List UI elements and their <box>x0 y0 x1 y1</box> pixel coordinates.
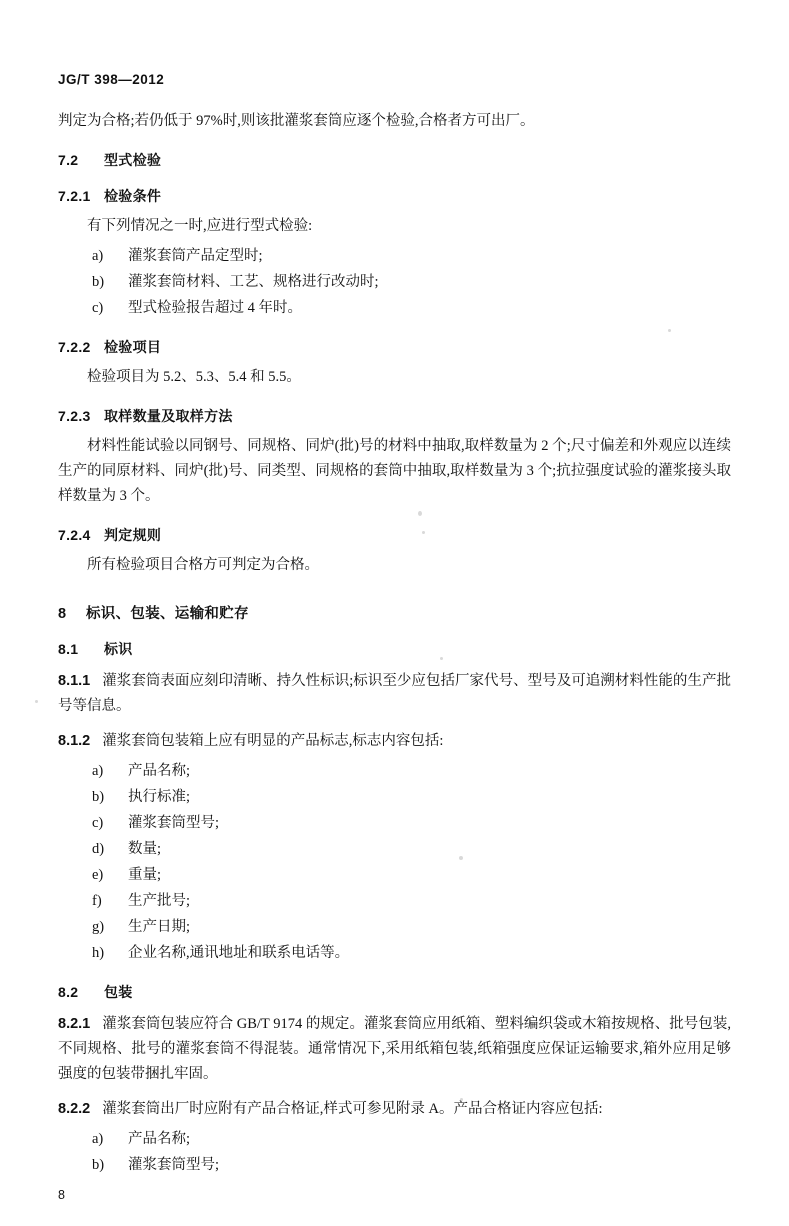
list-text: 重量; <box>128 867 162 884</box>
list-item <box>92 810 731 836</box>
para-text-8-2-2: 灌浆套筒出厂时应附有产品合格证,样式可参见附录 A。产品合格证内容应包括: <box>102 1101 603 1118</box>
scan-speck <box>668 329 671 332</box>
clause-heading-8-2 <box>58 982 731 1002</box>
scan-speck <box>440 657 443 660</box>
para-label-8-1-1: 8.1.1 <box>58 672 91 689</box>
clause-8-1-2-list <box>58 758 731 967</box>
list-marker: b) <box>92 1157 105 1174</box>
clause-heading-7-2-4 <box>58 525 731 545</box>
clause-title-7-2: 型式检验 <box>104 151 162 168</box>
list-marker: h) <box>92 945 105 962</box>
clause-title-7-2-3: 取样数量及取样方法 <box>104 408 233 425</box>
clause-number-7-2: 7.2 <box>58 151 79 168</box>
list-text: 生产批号; <box>128 893 191 910</box>
list-marker: g) <box>92 919 105 936</box>
list-text: 灌浆套筒型号; <box>128 814 220 831</box>
clause-number-7-2-1: 7.2.1 <box>58 187 91 204</box>
list-marker: a) <box>92 247 104 264</box>
list-item <box>92 862 731 888</box>
list-text: 型式检验报告超过 4 年时。 <box>128 300 302 317</box>
list-item <box>92 758 731 784</box>
para-8-1-2 <box>58 729 731 754</box>
list-item <box>92 1152 731 1178</box>
list-text: 灌浆套筒产品定型时; <box>128 247 263 264</box>
clause-number-7-2-3: 7.2.3 <box>58 408 91 425</box>
clause-title-7-2-1: 检验条件 <box>104 187 162 204</box>
para-text-8-2-1: 灌浆套筒包装应符合 GB/T 9174 的规定。灌浆套筒应用纸箱、塑料编织袋或木箱按规格、批号包装,不同规格、批号的灌浆套筒不得混装。通常情况下,采用纸箱包装,纸箱强度应保证运输要求,箱外应用足够强度的包装带捆扎牢固。 <box>58 1016 731 1083</box>
clause-7-2-4-lead: 所有检验项目合格方可判定为合格。 <box>87 556 319 573</box>
clause-heading-7-2-1 <box>58 186 731 206</box>
list-item <box>92 269 731 295</box>
scan-speck <box>418 511 422 516</box>
list-marker: b) <box>92 273 105 290</box>
scan-speck <box>459 856 463 860</box>
list-item <box>92 243 731 269</box>
clause-number-8-1: 8.1 <box>58 640 79 657</box>
clause-heading-7-2-3 <box>58 406 731 426</box>
para-label-8-2-2: 8.2.2 <box>58 1101 91 1118</box>
list-item <box>92 784 731 810</box>
clause-title-7-2-2: 检验项目 <box>104 339 162 356</box>
para-8-2-2 <box>58 1097 731 1122</box>
para-label-8-2-1: 8.2.1 <box>58 1016 91 1033</box>
clause-title-7-2-4: 判定规则 <box>104 526 162 543</box>
list-text: 灌浆套筒型号; <box>128 1157 220 1174</box>
para-label-8-1-2: 8.1.2 <box>58 732 91 749</box>
para-text-8-1-1: 灌浆套筒表面应刻印清晰、持久性标识;标识至少应包括厂家代号、型号及可追溯材料性能的生产批号等信息。 <box>58 672 731 714</box>
list-marker: c) <box>92 814 104 831</box>
para-8-1-1 <box>58 669 731 719</box>
list-text: 生产日期; <box>128 919 191 936</box>
list-marker: a) <box>92 762 104 779</box>
list-item <box>92 1126 731 1152</box>
para-8-2-1 <box>58 1012 731 1087</box>
list-text: 产品名称; <box>128 1131 191 1148</box>
scan-speck <box>460 1098 463 1101</box>
list-item <box>92 914 731 940</box>
list-text: 企业名称,通讯地址和联系电话等。 <box>128 945 350 962</box>
list-marker: c) <box>92 300 104 317</box>
list-item <box>92 295 731 321</box>
list-text: 执行标准; <box>128 788 191 805</box>
clause-number-7-2-4: 7.2.4 <box>58 526 91 543</box>
section-heading-8 <box>58 602 731 623</box>
scan-speck <box>422 531 425 534</box>
list-item <box>92 888 731 914</box>
clause-7-2-3-lead: 材料性能试验以同钢号、同规格、同炉(批)号的材料中抽取,取样数量为 2 个;尺寸偏差和外观应以连续生产的同原材料、同炉(批)号、同类型、同规格的套筒中抽取,取样数量为 3 个;抗拉强度试验的灌浆接头取样数量为 3 个。 <box>58 438 731 504</box>
clause-number-7-2-2: 7.2.2 <box>58 339 91 356</box>
clause-title-8-1: 标识 <box>104 640 133 657</box>
list-text: 产品名称; <box>128 762 191 779</box>
continuation-paragraph: 判定为合格;若仍低于 97%时,则该批灌浆套筒应逐个检验,合格者方可出厂。 <box>58 113 535 129</box>
clause-heading-8-1 <box>58 639 731 659</box>
list-marker: a) <box>92 1131 104 1148</box>
clause-title-8-2: 包装 <box>104 984 133 1001</box>
scan-speck <box>35 700 38 703</box>
list-item <box>92 940 731 966</box>
list-marker: e) <box>92 867 104 884</box>
page-number: 8 <box>58 1188 65 1202</box>
list-item <box>92 836 731 862</box>
list-marker: f) <box>92 893 102 910</box>
clause-7-2-1-list <box>58 243 731 321</box>
clause-heading-7-2-2 <box>58 337 731 357</box>
list-marker: b) <box>92 788 105 805</box>
list-text: 数量; <box>128 840 162 857</box>
section-number-8: 8 <box>58 605 67 622</box>
clause-7-2-2-lead: 检验项目为 5.2、5.3、5.4 和 5.5。 <box>87 369 301 386</box>
clause-number-8-2: 8.2 <box>58 984 79 1001</box>
clause-7-2-1-lead: 有下列情况之一时,应进行型式检验: <box>87 217 313 234</box>
section-title-8: 标识、包装、运输和贮存 <box>86 605 249 622</box>
clause-8-2-2-list <box>58 1126 731 1178</box>
page-header: JG/T 398—2012 <box>58 72 165 87</box>
list-marker: d) <box>92 840 105 857</box>
para-text-8-1-2: 灌浆套筒包装箱上应有明显的产品标志,标志内容包括: <box>102 732 444 749</box>
list-text: 灌浆套筒材料、工艺、规格进行改动时; <box>128 273 379 290</box>
clause-heading-7-2 <box>58 150 731 170</box>
